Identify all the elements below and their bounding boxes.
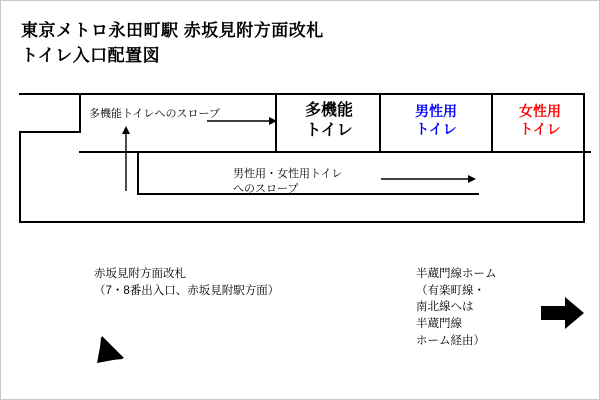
page-title [21,19,324,68]
arrow-down-left-icon [93,321,139,367]
room-label-multi-purpose-toilet: 多機能 トイレ [304,102,353,139]
slope-to-male-female-label: 男性用・女性用トイレ へのスロープ [233,168,343,195]
plan-arrows [19,93,585,223]
title-line-1: 東京メトロ永田町駅 赤坂見附方面改札 [21,21,324,40]
direction-left-line-1: 赤坂見附方面改札 [94,268,186,280]
direction-right-line-5: ホーム経由） [416,334,485,347]
direction-right-line-4: 半蔵門線 [416,318,462,331]
slope-to-multi-label: 多機能トイレへのスロープ [89,108,220,120]
direction-label-right [416,266,497,349]
direction-right-line-3: 南北線へは [416,301,474,314]
title-line-2: トイレ入口配置図 [21,45,161,65]
direction-left-line-2: （7・8番出入口、赤坂見附駅方面） [94,284,280,297]
arrow-right-icon [541,296,585,330]
room-label-female-toilet: 女性用 トイレ [519,103,561,137]
direction-label-left [94,266,279,299]
direction-right-line-1: 半蔵門線ホーム [416,268,497,280]
direction-right-line-2: （有楽町線・ [416,284,485,297]
room-label-male-toilet: 男性用 トイレ [415,103,457,137]
floor-plan [19,93,585,223]
